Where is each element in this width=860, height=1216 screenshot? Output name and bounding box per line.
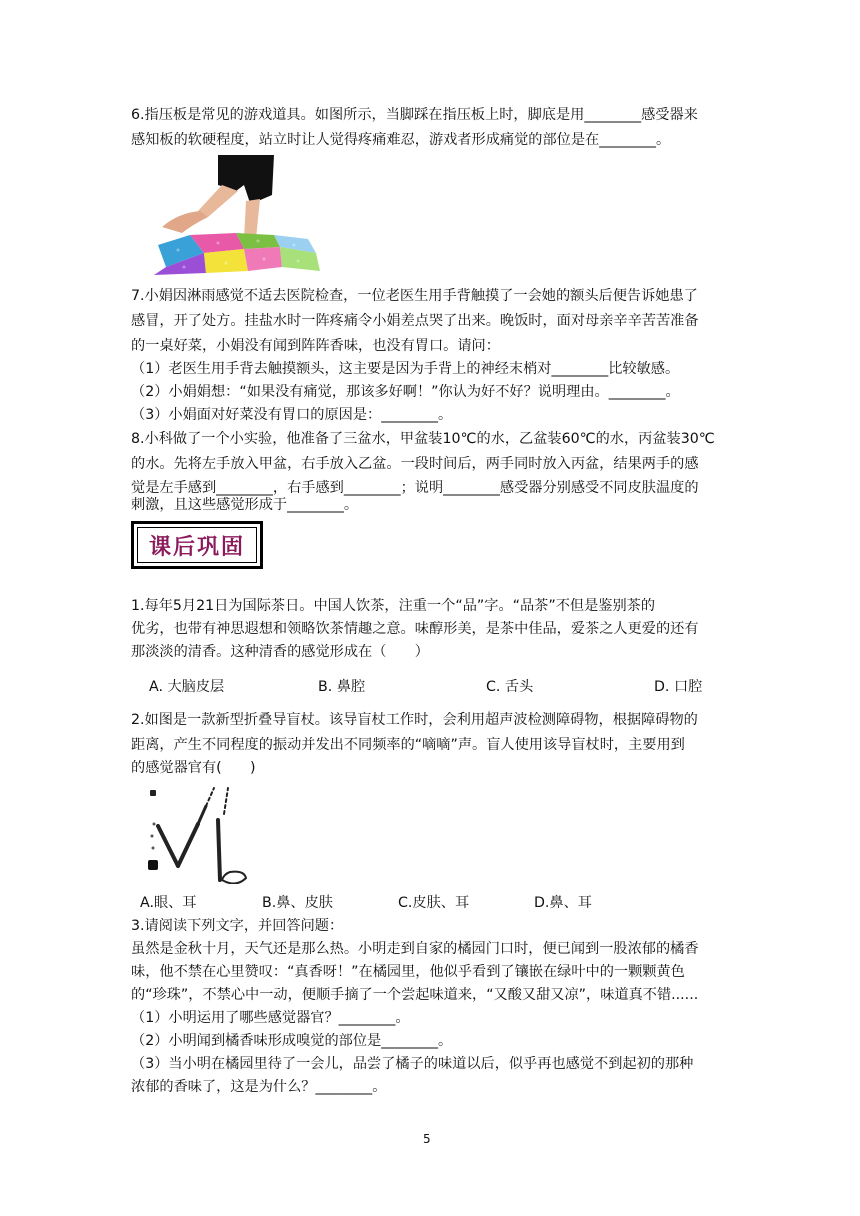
p1-option-d: D. 口腔 [654,679,703,695]
p3-line-1: 3.请阅读下列文字，并回答问题： [131,918,344,934]
p3-line-4: 的“珍珠”，不禁心中一动，便顺手摘了一个尝起味道来，“又酸又甜又凉”，味道真不错...... [131,987,699,1003]
q6-line-1: 6.指压板是常见的游戏道具。如图所示，当脚踩在指压板上时，脚底是用________感受器来 [131,107,698,123]
q7-sub-1: （1）老医生用手背去触摸额头，这主要是因为手背上的神经末梢对________比较敏感。 [131,361,680,377]
p2-option-c: C.皮肤、耳 [398,895,470,911]
q8-line-2: 的水。先将左手放入甲盆，右手放入乙盆。一段时间后，两手同时放入丙盆，结果两手的感 [131,456,699,472]
q7-sub-3: （3）小娟面对好菜没有胃口的原因是：________。 [131,407,453,423]
p1-option-b: B. 鼻腔 [318,679,366,695]
p3-sub-4: 浓郁的香味了，这是为什么？________。 [131,1079,387,1095]
q7-line-3: 的一桌好菜，小娟没有闻到阵阵香味，也没有胃口。请问： [131,338,500,354]
p2-option-a: A.眼、耳 [140,895,197,911]
p1-line-3: 那淡淡的清香。这种清香的感觉形成在（ ） [131,644,429,660]
p2-option-d: D.鼻、耳 [534,895,592,911]
p2-option-b: B.鼻、皮肤 [262,895,333,911]
q7-line-1: 7.小娟因淋雨感觉不适去医院检查，一位老医生用手背触摸了一会她的额头后便告诉她患了 [131,288,698,304]
section-banner-text: 课后巩固 [137,527,257,563]
p3-sub-2: （2）小明闻到橘香味形成嗅觉的部位是________。 [131,1033,453,1049]
p2-line-3: 的感觉器官有( ) [131,760,256,776]
p3-sub-3: （3）当小明在橘园里待了一会儿，品尝了橘子的味道以后，似乎再也感觉不到起初的那种 [131,1056,694,1072]
p3-line-3: 味，他不禁在心里赞叹：“真香呀！”在橘园里，他似乎看到了镶嵌在绿叶中的一颗颗黄色 [131,964,685,980]
p1-option-a: A. 大脑皮层 [149,679,225,695]
p2-line-2: 距离，产生不同程度的振动并发出不同频率的“嘀嘀”声。盲人使用该导盲杖时，主要用到 [131,737,685,753]
q8-line-1: 8.小科做了一个小实验，他准备了三盆水，甲盆装10℃的水，乙盆装60℃的水，丙盆装30℃ [131,431,715,447]
p2-line-1: 2.如图是一款新型折叠导盲杖。该导盲杖工作时，会利用超声波检测障碍物，根据障碍物的 [131,712,698,728]
p1-line-1: 1.每年5月21日为国际茶日。中国人饮茶，注重一个“品”字。“品茶”不但是鉴别茶的 [131,598,656,614]
section-banner [131,521,263,569]
q8-line-3: 觉是左手感到________，右手感到________；说明________感受器分别感受不同皮肤温度的 [131,480,699,496]
page-number: 5 [423,1132,431,1146]
p1-line-2: 优劣，也带有神思遐想和领略饮茶情趣之意。味醇形美，是茶中佳品，爱茶之人更爱的还有 [131,621,699,637]
q7-sub-2: （2）小娟娟想：“如果没有痛觉，那该多好啊！”你认为好不好？说明理由。________。 [131,384,680,400]
acupressure-mat-figure [148,155,324,277]
folding-cane-figure [140,784,258,884]
p3-line-2: 虽然是金秋十月，天气还是那么热。小明走到自家的橘园门口时，便已闻到一股浓郁的橘香 [131,941,699,957]
q7-line-2: 感冒，开了处方。挂盐水时一阵疼痛令小娟差点哭了出来。晚饭时，面对母亲辛辛苦苦准备 [131,313,699,329]
q8-line-4: 刺激，且这些感觉形成于________。 [131,497,359,513]
p3-sub-1: （1）小明运用了哪些感觉器官？________。 [131,1010,410,1026]
p1-option-c: C. 舌头 [486,679,534,695]
q6-line-2: 感知板的软硬程度，站立时让人觉得疼痛难忍，游戏者形成痛觉的部位是在________。 [131,132,671,148]
